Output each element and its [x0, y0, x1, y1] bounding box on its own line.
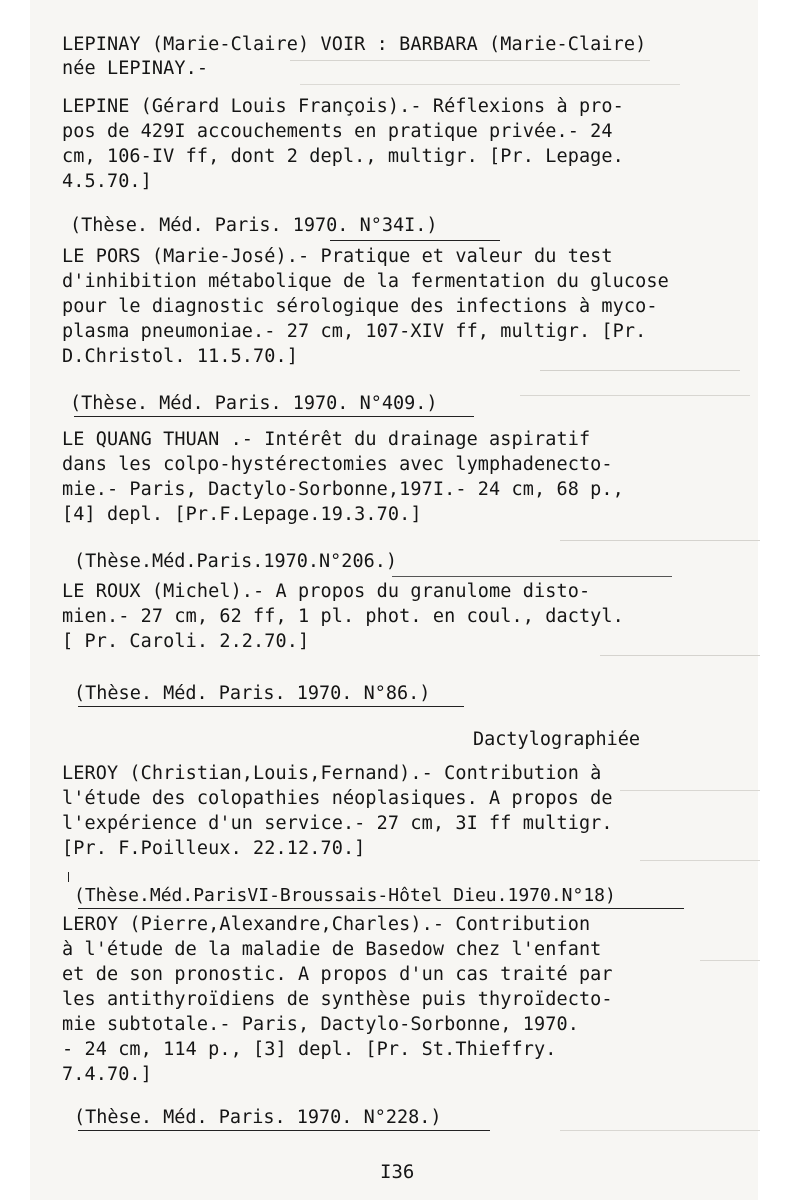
thesis-reference: (Thèse.Méd.ParisVI-Broussais-Hôtel Dieu.1970.N°18) — [74, 885, 616, 906]
entry-line: [ Pr. Caroli. 2.2.70.] — [62, 631, 310, 652]
entry-line: mie subtotale.- Paris, Dactylo-Sorbonne, 1970. — [62, 1014, 579, 1035]
entry-line: LE PORS (Marie-José).- Pratique et valeur du test — [62, 246, 613, 267]
underline — [74, 416, 474, 417]
entry-line: pos de 429I accouchements en pratique privée.- 24 — [62, 121, 613, 142]
underline — [330, 240, 500, 241]
thesis-reference: (Thèse. Méd. Paris. 1970. N°409.) — [70, 393, 438, 414]
entry-line: 4.5.70.] — [62, 171, 152, 192]
thesis-reference: (Thèse. Méd. Paris. 1970. N°228.) — [74, 1107, 442, 1128]
entry-line: - 24 cm, 114 p., [3] depl. [Pr. St.Thieffry. — [62, 1039, 557, 1060]
entry-line: mie.- Paris, Dactylo-Sorbonne,197I.- 24 cm, 68 p., — [62, 479, 624, 500]
thesis-reference: (Thèse. Méd. Paris. 1970. N°34I.) — [70, 215, 438, 236]
entry-line: LEPINE (Gérard Louis François).- Réflexions à pro- — [62, 96, 624, 117]
separator-rule — [392, 576, 672, 577]
entry-line: cm, 106-IV ff, dont 2 depl., multigr. [Pr. Lepage. — [62, 146, 624, 167]
underline — [78, 706, 464, 707]
entry-line: LE QUANG THUAN .- Intérêt du drainage aspiratif — [62, 429, 591, 450]
entry-line: LE ROUX (Michel).- A propos du granulome disto- — [62, 581, 591, 602]
entry-line: [Pr. F.Poilleux. 22.12.70.] — [62, 838, 366, 859]
entry-line: l'expérience d'un service.- 27 cm, 3I ff multigr. — [62, 813, 613, 834]
page-number: I36 — [380, 1161, 415, 1183]
entry-line: née LEPINAY.- — [62, 58, 209, 79]
entry-line: et de son pronostic. A propos d'un cas traité par — [62, 964, 613, 985]
entry-line: pour le diagnostic sérologique des infections à myco- — [62, 296, 658, 317]
entry-line: mien.- 27 cm, 62 ff, 1 pl. phot. en coul., dactyl. — [62, 606, 624, 627]
thesis-reference: (Thèse. Méd. Paris. 1970. N°86.) — [74, 683, 431, 704]
underline — [78, 1130, 490, 1131]
entry-line: à l'étude de la maladie de Basedow chez l'enfant — [62, 939, 602, 960]
entry-line: l'étude des colopathies néoplasiques. A propos de — [62, 788, 613, 809]
entry-line: LEPINAY (Marie-Claire) VOIR : BARBARA (Marie-Claire) — [62, 34, 647, 55]
entry-line: dans les colpo-hystérectomies avec lymphadenecto- — [62, 454, 613, 475]
left-margin — [0, 0, 30, 1200]
entry-line: LEROY (Pierre,Alexandre,Charles).- Contribution — [62, 914, 591, 935]
entry-line: les antithyroïdiens de synthèse puis thyroïdecto- — [62, 989, 613, 1010]
entry-line: plasma pneumoniae.- 27 cm, 107-XIV ff, multigr. [Pr. — [62, 321, 647, 342]
entry-line: [4] depl. [Pr.F.Lepage.19.3.70.] — [62, 504, 422, 525]
entry-line: LEROY (Christian,Louis,Fernand).- Contribution à — [62, 763, 602, 784]
right-margin — [758, 0, 800, 1200]
thesis-reference: (Thèse.Méd.Paris.1970.N°206.) — [74, 551, 398, 572]
underline — [78, 908, 684, 909]
margin-tick — [68, 872, 71, 882]
entry-line: d'inhibition métabolique de la fermentation du glucose — [62, 271, 669, 292]
typewritten-note: Dactylographiée — [473, 729, 641, 750]
entry-line: D.Christol. 11.5.70.] — [62, 346, 298, 367]
entry-line: 7.4.70.] — [62, 1064, 152, 1085]
